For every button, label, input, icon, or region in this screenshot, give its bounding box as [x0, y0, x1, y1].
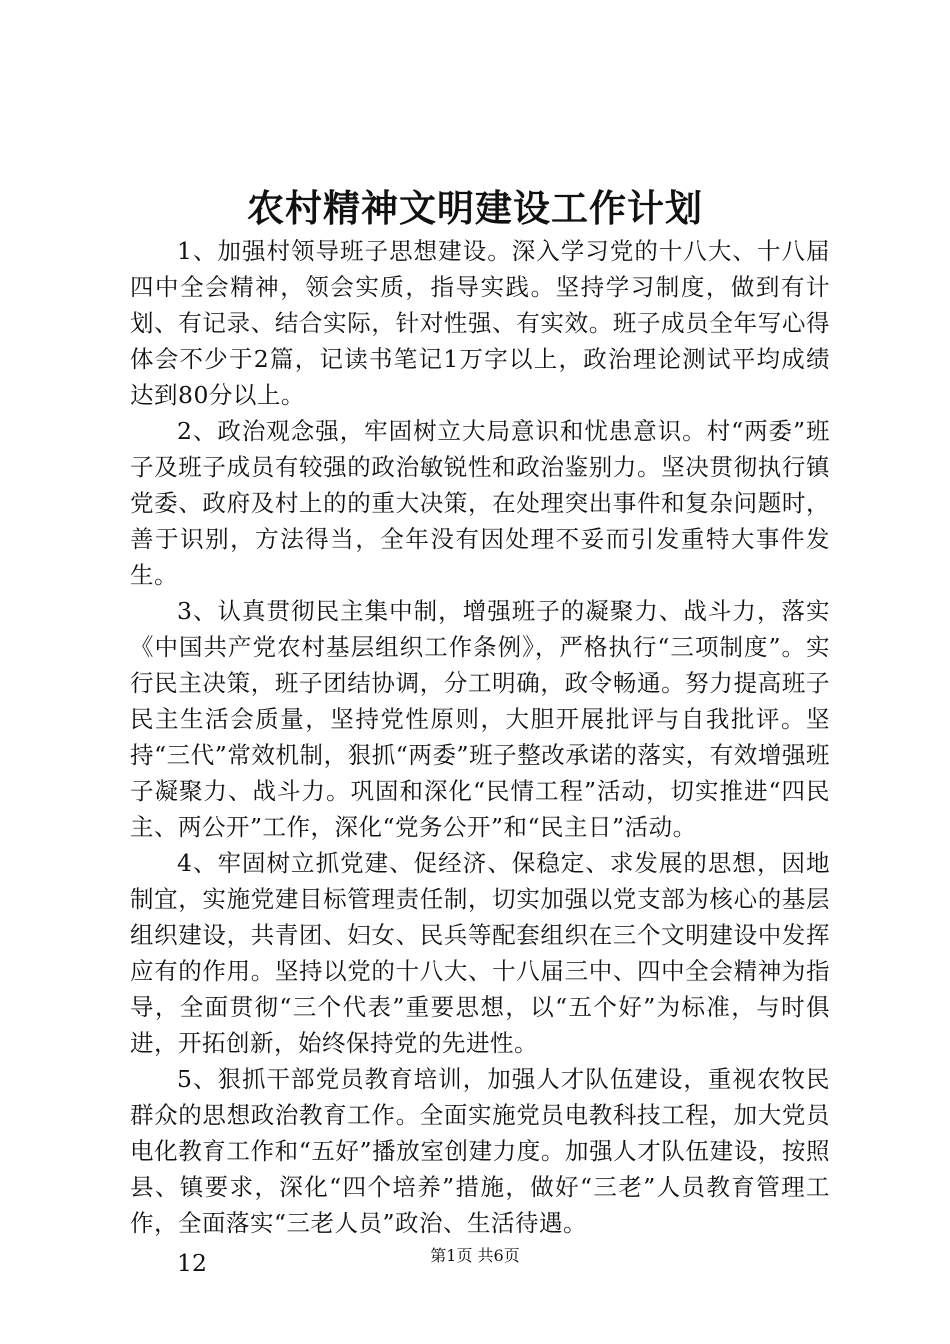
document-body [130, 233, 830, 1281]
document-title: 农村精神文明建设工作计划 [247, 186, 703, 230]
paragraph-2: 2、政治观念强，牢固树立大局意识和忧患意识。村“两委”班子及班子成员有较强的政治敏锐性和政治鉴别力。坚决贯彻执行镇党委、政府及村上的的重大决策，在处理突出事件和复杂问题时，善于识别，方法得当，全年没有因处理不妥而引发重特大事件发生。 [130, 417, 830, 589]
paragraph-4: 4、牢固树立抓党建、促经济、保稳定、求发展的思想，因地制宜，实施党建目标管理责任制，切实加强以党支部为核心的基层组织建设，共青团、妇女、民兵等配套组织在三个文明建设中发挥应有的作用。坚持以党的十八大、十八届三中、四中全会精神为指导，全面贯彻“三个代表”重要思想，以“五个好”为标准，与时俱进，开拓创新，始终保持党的先进性。 [130, 849, 830, 1057]
paragraph-5: 5、狠抓干部党员教育培训，加强人才队伍建设，重视农牧民群众的思想政治教育工作。全面实施党员电教科技工程，加大党员电化教育工作和“五好”播放室创建力度。加强人才队伍建设，按照县、镇要求，深化“四个培养”措施，做好“三老”人员教育管理工作，全面落实“三老人员”政治、生活待遇。 [130, 1065, 830, 1237]
paragraph-3: 3、认真贯彻民主集中制，增强班子的凝聚力、战斗力，落实《中国共产党农村基层组织工作条例》，严格执行“三项制度”。实行民主决策，班子团结协调，分工明确，政令畅通。努力提高班子民主生活会质量，坚持党性原则，大胆开展批评与自我批评。坚持“三代”常效机制，狠抓“两委”班子整改承诺的落实，有效增强班子凝聚力、战斗力。巩固和深化“民情工程”活动，切实推进“四民主、两公开”工作，深化“党务公开”和“民主日”活动。 [130, 597, 830, 841]
trailing-number: 12 [177, 1249, 207, 1277]
paragraph-1: 1、加强村领导班子思想建设。深入学习党的十八大、十八届四中全会精神，领会实质，指导实践。坚持学习制度，做到有计划、有记录、结合实际，针对性强、有实效。班子成员全年写心得体会不少于2篇，记读书笔记1万字以上，政治理论测试平均成绩达到80分以上。 [130, 237, 830, 409]
page-footer: 第1页 共6页 [430, 1246, 520, 1265]
